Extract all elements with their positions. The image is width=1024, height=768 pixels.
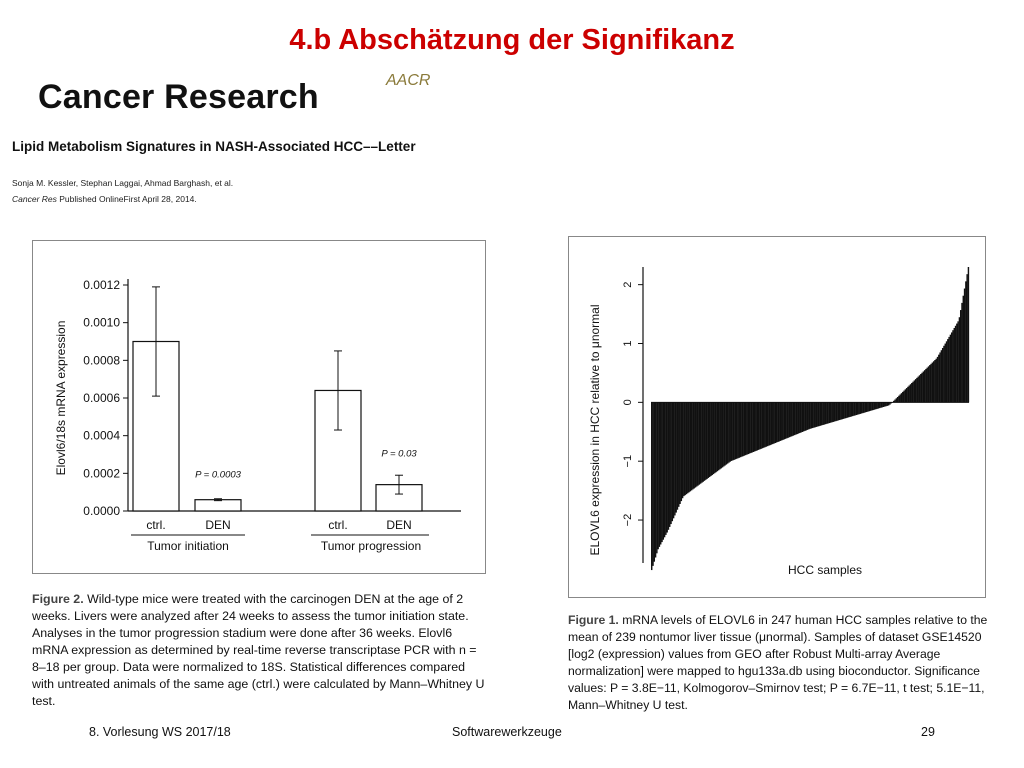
bar [963,296,964,403]
bar [679,402,680,504]
bar [791,402,792,436]
figure-2-caption-label: Figure 2. [32,592,84,606]
bar [815,402,816,427]
bar [758,402,759,450]
bar [775,402,776,443]
bar [862,402,863,413]
bar [820,402,821,425]
footer-page-number: 29 [921,725,935,739]
figure-1-caption-text: mRNA levels of ELOVL6 in 247 human HCC samples relative to the mean of 239 nontumor liver tissue (μnormal). Samples of dataset GSE14520 [log2 (expression) values from GEO after Robust Multi-array Average normalization] were mapped to hgu133a.db using bioconductor. Significance values: P = 3.8E−11, Kolmogorov–Smirnov test; P = 6.7E−11, t test; 5.1E−11, Mann–Whitney U test. [568,613,988,712]
bar [769,402,770,445]
bar [713,402,714,474]
bar [853,402,854,415]
bar [924,370,925,402]
bar [906,388,907,402]
bar [942,348,943,402]
bar [861,402,862,413]
bar [884,402,885,406]
bar [912,382,913,403]
bar [816,402,817,427]
bar [911,383,912,402]
bar [706,402,707,479]
bar [693,402,694,488]
bar [726,402,727,464]
bar [740,402,741,457]
bar [768,402,769,445]
bar [701,402,702,482]
bar [923,371,924,402]
bar [939,352,940,402]
bar [959,317,960,402]
figure-2-chart [33,241,485,573]
bar [709,402,710,477]
bar [930,364,931,403]
bar [759,402,760,449]
bar [659,402,660,547]
bar [921,373,922,403]
bar [796,402,797,434]
bar [966,274,967,402]
p-value-annotation: P = 0.0003 [195,469,241,481]
bar [793,402,794,435]
bar [802,402,803,432]
bar [692,402,693,489]
bar [902,392,903,402]
bar [688,402,689,492]
bar [730,402,731,461]
bar [847,402,848,417]
bar [960,310,961,402]
bar [920,374,921,402]
bar [811,402,812,428]
group-label: Tumor progression [320,539,422,553]
bar [870,402,871,410]
bar [964,289,965,403]
bar [686,402,687,494]
y-tick-label: 0.0004 [83,428,120,443]
bar [661,402,662,542]
bar [867,402,868,411]
bar [933,361,934,402]
bar [785,402,786,438]
bar [938,355,939,403]
bar [724,402,725,465]
y-tick-label: −1 [622,454,634,468]
y-tick-label: 0.0008 [83,353,120,368]
bar [771,402,772,444]
bar [818,402,819,426]
bar [836,402,837,420]
bar [786,402,787,438]
bar [778,402,779,441]
journal-name: Cancer Research [38,78,319,116]
bar [822,402,823,425]
bar [932,363,933,403]
bar [766,402,767,446]
bar [703,402,704,481]
bar [919,375,920,402]
bar [957,321,958,402]
bar [826,402,827,424]
bar [950,335,951,403]
bar [808,402,809,429]
bar [946,341,947,402]
bar [965,281,966,402]
bar [742,402,743,456]
bar [947,339,948,402]
figure-1-caption [568,612,988,714]
y-tick-label: 0.0002 [83,466,120,481]
bar [927,368,928,403]
bar [849,402,850,417]
x-category-label: ctrl. [328,518,348,532]
bar [842,402,843,419]
bar [875,402,876,409]
bar [817,402,818,426]
bar [654,402,655,561]
bar [795,402,796,434]
bar [865,402,866,412]
bar [910,384,911,402]
y-tick-label: 1 [622,340,634,347]
bar [728,402,729,462]
bar [883,402,884,407]
y-tick-label: 0.0010 [83,315,120,330]
bar [656,402,657,553]
x-category-label: DEN [205,518,231,532]
bar [835,402,836,421]
bar [665,402,666,535]
bar [719,402,720,469]
aacr-logo [384,68,434,90]
bar [655,402,656,557]
bar [749,402,750,453]
bar [754,402,755,451]
bar [925,369,926,402]
bar [879,402,880,408]
bar [881,402,882,407]
bar [830,402,831,422]
footer-course: Softwarewerkzeuge [452,725,562,739]
bar [745,402,746,455]
y-tick-label: 0.0000 [83,504,120,518]
figure-1-chart [569,237,985,597]
bar [934,360,935,402]
bar [878,402,879,408]
bar [762,402,763,448]
bar [677,402,678,509]
bar [929,365,930,402]
bar [717,402,718,471]
bar [914,380,915,402]
bar [794,402,795,435]
aacr-logo-text: AACR [386,72,431,89]
y-tick-label: 0.0006 [83,391,120,405]
bar [715,402,716,472]
group-label: Tumor initiation [147,539,229,553]
bar [799,402,800,433]
figure-1-frame [568,236,986,598]
bar [871,402,872,410]
bar [773,402,774,443]
bar [708,402,709,478]
bar [669,402,670,527]
bar [918,377,919,403]
y-axis-label: ELOVL6 expression in HCC relative to μnormal [588,304,602,556]
bar [856,402,857,415]
bar [812,402,813,428]
bar [195,500,241,511]
bar [657,402,658,549]
bar [833,402,834,422]
bar [885,402,886,406]
bar [897,397,898,402]
bar [901,393,902,402]
bar [678,402,679,506]
bar [955,326,956,403]
bar [721,402,722,468]
x-category-label: ctrl. [146,518,166,532]
bar [807,402,808,430]
bar [829,402,830,423]
paper-title: Lipid Metabolism Signatures in NASH-Associated HCC––Letter [12,139,416,154]
footer-lecture: 8. Vorlesung WS 2017/18 [89,725,231,739]
bar [876,402,877,409]
bar [674,402,675,515]
figure-2-caption-text: Wild-type mice were treated with the carcinogen DEN at the age of 2 weeks. Livers were analyzed after 24 weeks to assess the tumor initiation state. Analyses in the tumor progression stadium were done after 36 weeks. Elovl6 mRNA expression as determined by real-time reverse transcriptase PCR with n = 8–18 per group. Data were normalized to 18S. Statistical differences compared with untreated animals of the same age (ctrl.) were calculated by Mann–Whitney U test. [32,592,485,708]
bar [712,402,713,475]
bar [956,324,957,403]
bar [736,402,737,458]
bar [722,402,723,467]
bar [672,402,673,521]
bar [834,402,835,421]
citation-journal: Cancer Res [12,194,57,204]
bar [660,402,661,544]
bar [666,402,667,532]
bar [651,402,652,570]
bar [948,337,949,402]
bar [857,402,858,414]
x-axis-label: HCC samples [787,563,863,577]
bar [789,402,790,437]
y-tick-label: 0 [622,399,634,406]
bar [755,402,756,451]
bar [731,402,732,461]
bar [863,402,864,412]
figure-2-caption [32,591,488,710]
y-tick-label: −2 [622,513,634,527]
bar [780,402,781,441]
bar [737,402,738,458]
bar [848,402,849,417]
bar [928,366,929,402]
bar [840,402,841,419]
bar [663,402,664,539]
bar [941,350,942,402]
bar [673,402,674,518]
bar [951,332,952,402]
bar [670,402,671,524]
bar [704,402,705,480]
bar [695,402,696,487]
bar [825,402,826,424]
y-axis-label: Elovl6/18s mRNA expression [54,320,68,476]
p-value-annotation: P = 0.03 [381,448,417,460]
bar [684,402,685,495]
bar [700,402,701,483]
bar [866,402,867,412]
bar [751,402,752,452]
bar [746,402,747,454]
slide-title: 4.b Abschätzung der Signifikanz [289,24,735,56]
bar [652,402,653,566]
bar [843,402,844,419]
bar [727,402,728,463]
bar [681,402,682,501]
bar [735,402,736,459]
bar [757,402,758,450]
bar [943,346,944,403]
bar [718,402,719,470]
bar [699,402,700,484]
bar [936,359,937,403]
bar [782,402,783,440]
bar [800,402,801,432]
bar [905,389,906,402]
bar [763,402,764,447]
bar [954,328,955,402]
bar [741,402,742,456]
bar [798,402,799,433]
bar [776,402,777,442]
bar [687,402,688,493]
bar [860,402,861,414]
bar [945,344,946,403]
paper-citation [12,194,197,204]
bar [744,402,745,455]
bar [852,402,853,416]
bar [683,402,684,496]
bar [710,402,711,476]
bar [896,398,897,402]
bar [803,402,804,431]
bar [691,402,692,490]
bar [839,402,840,420]
bar [784,402,785,439]
bar [827,402,828,423]
y-tick-label: 0.0012 [83,278,120,292]
bar [777,402,778,442]
bar [790,402,791,436]
bar [748,402,749,454]
bar [858,402,859,414]
figure-1-caption-label: Figure 1. [568,613,619,627]
bar [821,402,822,425]
paper-authors: Sonja M. Kessler, Stephan Laggai, Ahmad Barghash, et al. [12,178,234,188]
bar [781,402,782,440]
bar [824,402,825,424]
bar [764,402,765,447]
bar [903,391,904,403]
bar [732,402,733,460]
y-tick-label: 2 [622,281,634,288]
bar [908,386,909,403]
bar [705,402,706,480]
bar [874,402,875,409]
bar [723,402,724,466]
bar [844,402,845,418]
bar [682,402,683,498]
bar [772,402,773,444]
figure-2-frame [32,240,486,574]
bar [750,402,751,453]
bar [787,402,788,437]
bar [739,402,740,457]
bar [697,402,698,485]
bar [872,402,873,410]
bar [733,402,734,460]
bar [690,402,691,491]
bar [831,402,832,422]
x-category-label: DEN [386,518,412,532]
bar [664,402,665,537]
bar [869,402,870,411]
bar [668,402,669,529]
bar [887,402,888,406]
bar [714,402,715,473]
bar [804,402,805,431]
bar [675,402,676,512]
bar [968,267,969,402]
bar [898,396,899,403]
bar [937,357,938,402]
bar [805,402,806,430]
bar [767,402,768,446]
bar [916,378,917,402]
bar [851,402,852,416]
bar [915,379,916,402]
bar [854,402,855,415]
bar [845,402,846,418]
bar [961,303,962,402]
bar [907,387,908,403]
bar [952,330,953,402]
bar [753,402,754,452]
bar [813,402,814,427]
citation-details: Published OnlineFirst April 28, 2014. [59,194,197,204]
bar [809,402,810,428]
bar [880,402,881,407]
bar [899,394,900,402]
bar [760,402,761,448]
bar [838,402,839,420]
bar [696,402,697,486]
